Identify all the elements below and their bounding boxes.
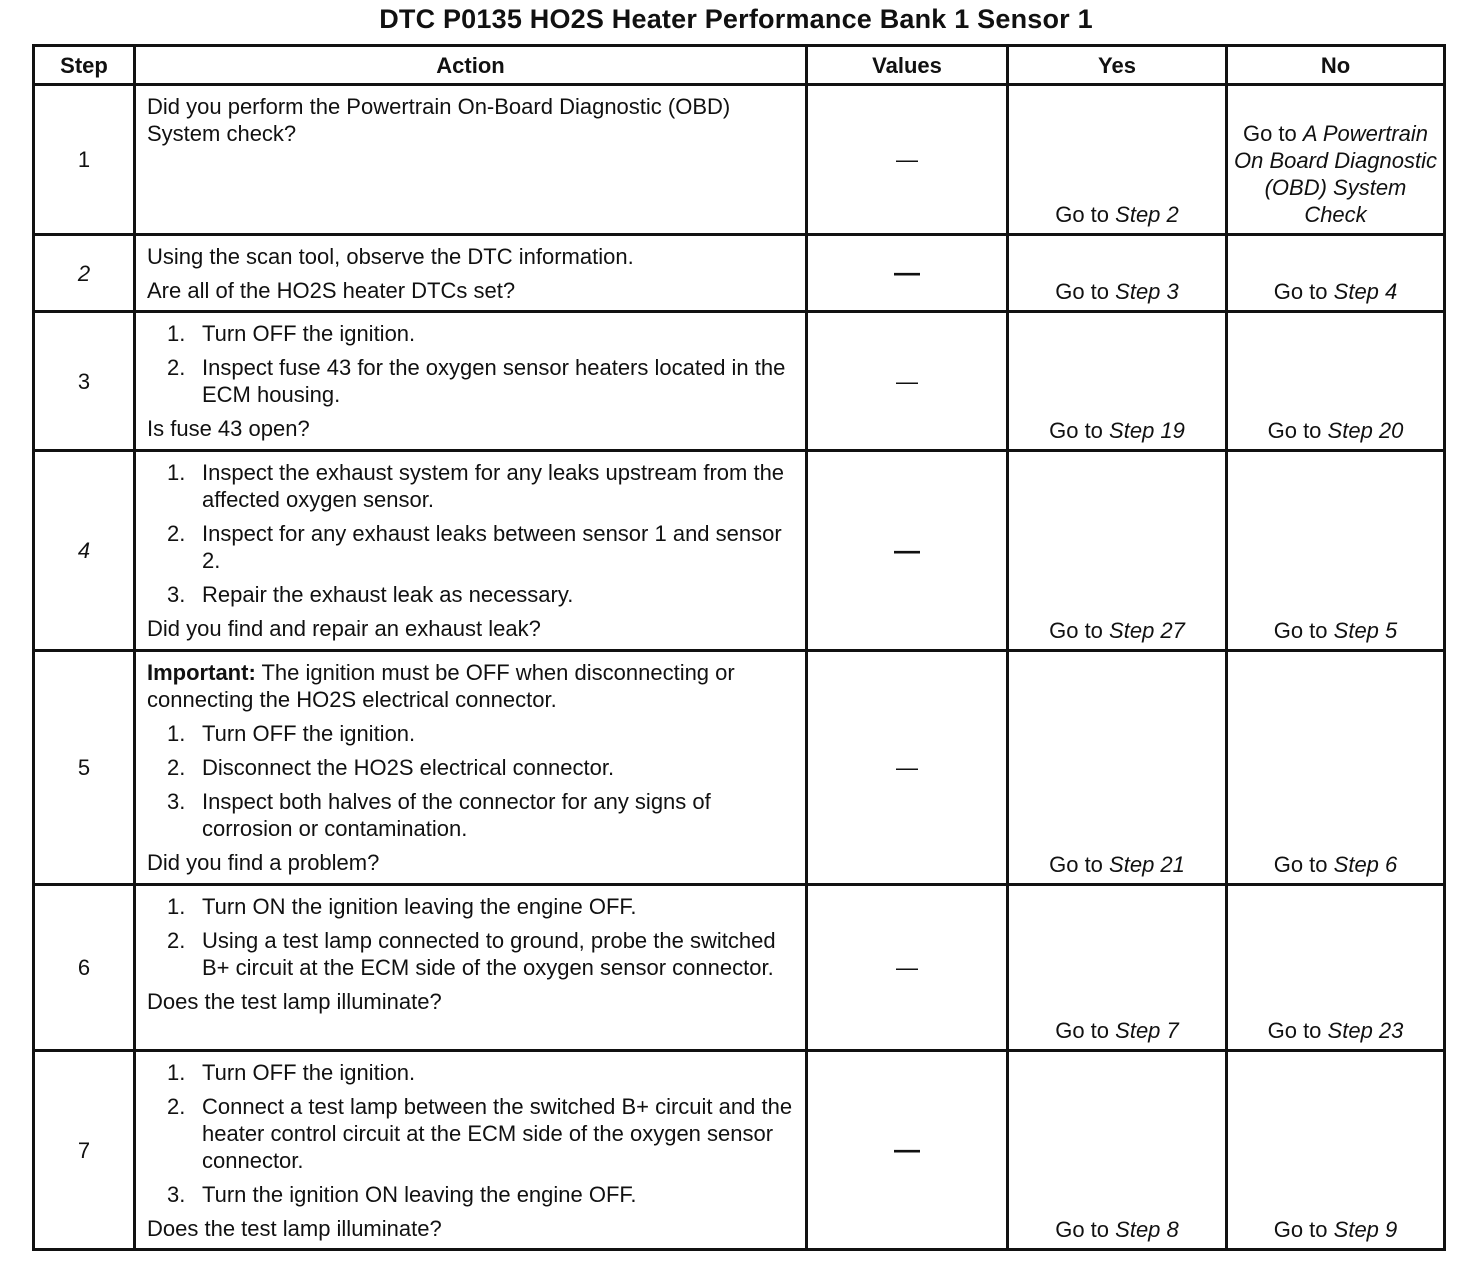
yes-target-link[interactable]: Step 21 xyxy=(1109,852,1185,877)
header-action: Action xyxy=(135,46,807,85)
action-list-item xyxy=(167,459,795,513)
no-target-link[interactable]: Step 23 xyxy=(1327,1018,1404,1043)
step-number: 7 xyxy=(34,1051,135,1250)
action-cell xyxy=(135,885,807,1051)
step-number: 6 xyxy=(34,885,135,1051)
list-number: 2. xyxy=(167,355,186,380)
list-text: Inspect both halves of the connector for any signs of corrosion or contamination. xyxy=(202,789,711,841)
step-number: 1 xyxy=(34,85,135,235)
list-text: Turn OFF the ignition. xyxy=(202,721,416,746)
values-cell xyxy=(807,85,1008,235)
no-target-link[interactable]: A Powertrain On Board Diagnostic (OBD) System Check xyxy=(1234,121,1437,227)
value-dash: — xyxy=(896,955,918,980)
yes-target-link[interactable]: Step 27 xyxy=(1109,618,1185,643)
no-cell[interactable] xyxy=(1227,651,1445,885)
action-cell xyxy=(135,85,807,235)
yes-cell[interactable] xyxy=(1008,451,1227,651)
list-number: 2. xyxy=(167,755,186,780)
yes-prefix: Go to xyxy=(1049,852,1103,877)
list-text: Using a test lamp connected to ground, probe the switched B+ circuit at the ECM side of the oxygen sensor connector. xyxy=(202,928,776,980)
list-number: 3. xyxy=(167,1182,186,1207)
list-number: 3. xyxy=(167,789,186,814)
no-prefix: Go to xyxy=(1273,618,1328,643)
action-list-item xyxy=(167,320,795,347)
value-dash: — xyxy=(894,1134,920,1164)
yes-cell[interactable] xyxy=(1008,312,1227,451)
list-number: 1. xyxy=(167,1060,186,1085)
yes-cell[interactable] xyxy=(1008,1051,1227,1250)
step-number: 3 xyxy=(34,312,135,451)
action-list-item xyxy=(167,893,795,920)
yes-prefix: Go to xyxy=(1049,418,1103,443)
action-question: Did you find and repair an exhaust leak? xyxy=(147,616,541,641)
action-cell xyxy=(135,451,807,651)
table-row xyxy=(34,312,1445,451)
action-text: Did you perform the Powertrain On-Board Diagnostic (OBD) System check? xyxy=(147,94,731,146)
yes-prefix: Go to xyxy=(1055,279,1110,304)
yes-target-link[interactable]: Step 3 xyxy=(1115,279,1179,304)
list-text: Repair the exhaust leak as necessary. xyxy=(202,582,574,607)
no-target-link[interactable]: Step 6 xyxy=(1333,852,1398,877)
no-cell[interactable] xyxy=(1227,312,1445,451)
header-values: Values xyxy=(807,46,1008,85)
yes-cell[interactable] xyxy=(1008,235,1227,312)
list-text: Inspect the exhaust system for any leaks upstream from the affected oxygen sensor. xyxy=(202,460,785,512)
action-list-item xyxy=(167,720,795,747)
table-row xyxy=(34,1051,1445,1250)
page-title: DTC P0135 HO2S Heater Performance Bank 1 Sensor 1 xyxy=(379,4,1093,34)
table-row xyxy=(34,235,1445,312)
action-list-item xyxy=(167,581,795,608)
action-question: Are all of the HO2S heater DTCs set? xyxy=(147,278,516,303)
table-header-row xyxy=(34,46,1445,85)
table-row xyxy=(34,651,1445,885)
no-target-link[interactable]: Step 20 xyxy=(1327,418,1404,443)
values-cell xyxy=(807,312,1008,451)
list-number: 1. xyxy=(167,894,186,919)
important-label: Important: xyxy=(147,660,256,685)
action-list-item xyxy=(167,927,795,981)
action-list-item xyxy=(167,1059,795,1086)
no-prefix: Go to xyxy=(1273,279,1328,304)
list-number: 2. xyxy=(167,928,186,953)
action-list-item xyxy=(167,520,795,574)
values-cell xyxy=(807,235,1008,312)
list-number: 1. xyxy=(167,721,186,746)
action-question: Did you find a problem? xyxy=(147,850,380,875)
no-prefix: Go to xyxy=(1267,418,1322,443)
no-cell[interactable] xyxy=(1227,885,1445,1051)
list-text: Turn ON the ignition leaving the engine OFF. xyxy=(202,894,637,919)
action-list-item xyxy=(167,1181,795,1208)
action-question: Is fuse 43 open? xyxy=(147,416,310,441)
step-number: 2 xyxy=(34,235,135,312)
list-text: Inspect for any exhaust leaks between sensor 1 and sensor 2. xyxy=(202,521,782,573)
yes-prefix: Go to xyxy=(1055,1018,1110,1043)
no-cell[interactable] xyxy=(1227,451,1445,651)
list-number: 2. xyxy=(167,1094,186,1119)
action-list-item xyxy=(167,354,795,408)
no-prefix: Go to xyxy=(1273,852,1328,877)
action-cell xyxy=(135,651,807,885)
yes-target-link[interactable]: Step 19 xyxy=(1109,418,1185,443)
yes-target-link[interactable]: Step 2 xyxy=(1115,202,1179,227)
no-cell[interactable] xyxy=(1227,1051,1445,1250)
yes-cell[interactable] xyxy=(1008,85,1227,235)
no-target-link[interactable]: Step 5 xyxy=(1333,618,1398,643)
no-cell[interactable] xyxy=(1227,85,1445,235)
action-question: Does the test lamp illuminate? xyxy=(147,1216,442,1241)
list-text: Turn OFF the ignition. xyxy=(202,1060,416,1085)
table-row xyxy=(34,85,1445,235)
yes-cell[interactable] xyxy=(1008,885,1227,1051)
list-text: Disconnect the HO2S electrical connector. xyxy=(202,755,615,780)
value-dash: — xyxy=(896,755,918,780)
action-list-item xyxy=(167,788,795,842)
no-prefix: Go to xyxy=(1242,121,1297,146)
value-dash: — xyxy=(896,147,918,172)
value-dash: — xyxy=(894,257,920,287)
action-note xyxy=(147,659,795,713)
action-list-item xyxy=(167,754,795,781)
yes-prefix: Go to xyxy=(1055,202,1110,227)
list-text: Inspect fuse 43 for the oxygen sensor heaters located in the ECM housing. xyxy=(202,355,786,407)
action-text: The ignition must be OFF when disconnecting or connecting the HO2S electrical connector. xyxy=(147,660,735,712)
action-cell xyxy=(135,1051,807,1250)
no-target-link[interactable]: Step 9 xyxy=(1333,1217,1398,1242)
yes-target-link[interactable]: Step 8 xyxy=(1115,1217,1179,1242)
action-list-item xyxy=(167,1093,795,1174)
diagnostic-table xyxy=(32,44,1446,1251)
table-row xyxy=(34,451,1445,651)
step-number: 5 xyxy=(34,651,135,885)
no-prefix: Go to xyxy=(1273,1217,1328,1242)
yes-cell[interactable] xyxy=(1008,651,1227,885)
yes-target-link[interactable]: Step 7 xyxy=(1115,1018,1179,1043)
list-number: 2. xyxy=(167,521,186,546)
values-cell xyxy=(807,451,1008,651)
values-cell xyxy=(807,885,1008,1051)
list-number: 1. xyxy=(167,321,186,346)
list-number: 3. xyxy=(167,582,186,607)
table-row xyxy=(34,885,1445,1051)
value-dash: — xyxy=(894,534,920,565)
yes-prefix: Go to xyxy=(1049,618,1103,643)
list-text: Turn the ignition ON leaving the engine OFF. xyxy=(202,1182,637,1207)
values-cell xyxy=(807,1051,1008,1250)
value-dash: — xyxy=(896,368,918,394)
action-cell xyxy=(135,312,807,451)
values-cell xyxy=(807,651,1008,885)
action-cell xyxy=(135,235,807,312)
list-text: Connect a test lamp between the switched B+ circuit and the heater control circuit at the ECM side of the oxygen sensor connector. xyxy=(202,1094,793,1173)
header-yes: Yes xyxy=(1008,46,1227,85)
action-question: Does the test lamp illuminate? xyxy=(147,989,442,1014)
no-cell[interactable] xyxy=(1227,235,1445,312)
action-text: Using the scan tool, observe the DTC information. xyxy=(147,244,634,269)
yes-prefix: Go to xyxy=(1055,1217,1110,1242)
no-prefix: Go to xyxy=(1267,1018,1322,1043)
no-target-link[interactable]: Step 4 xyxy=(1333,279,1398,304)
step-number: 4 xyxy=(34,451,135,651)
header-step: Step xyxy=(34,46,135,85)
list-number: 1. xyxy=(167,460,186,485)
list-text: Turn OFF the ignition. xyxy=(202,321,416,346)
header-no: No xyxy=(1227,46,1445,85)
